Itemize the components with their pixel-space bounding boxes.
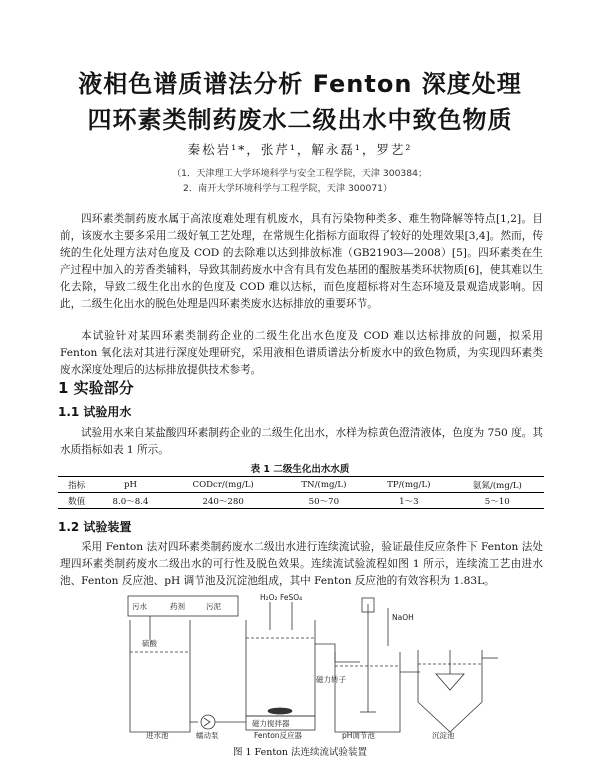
apparatus-paragraph: 采用 Fenton 法对四环素类制药废水二级出水进行连续流试验，验证最佳反应条件下 Fenton 法处理四环素类制药废水二级出水的可行性及脱色效果。连续流试验流程如图 1 所示，连续流工艺由进水池、Fenton 反应池、pH 调节池及沉淀池组成，其中 Fenton 反应池的有效容积为 1.83L。: [60, 541, 543, 588]
table-header-cell: TP/(mg/L): [387, 479, 431, 490]
pump: [201, 715, 215, 729]
inlet-tank: [130, 620, 190, 732]
label-stir-bar: 磁力转子: [316, 675, 346, 684]
intro-paragraph-2: 本试验针对某四环素类制药企业的二级生化出水色度及 COD 难以达标排放的问题，拟采用 Fenton 氧化法对其进行深度处理研究，采用液相色谱质谱法分析废水中的致色物质，为实现四环素类废水深度处理后的达标排放提供技术参考。: [60, 330, 543, 377]
section-heading-1-1: 1.1 试验用水: [58, 405, 132, 419]
label-inlet-tank: 进水池: [146, 731, 169, 740]
table-header-cell: 氨氮/(mg/L): [472, 480, 522, 491]
label-settling-tank: 沉淀池: [432, 731, 455, 740]
label-wastewater: 污水: [132, 602, 147, 611]
ph-adjust-tank: [335, 652, 400, 732]
label-naoh: NaOH: [392, 613, 414, 622]
table-header-cell: 指标: [68, 480, 86, 491]
figure-1-caption: 图 1 Fenton 法连续流试验装置: [232, 747, 368, 758]
table-cell: 50～70: [308, 496, 340, 507]
label-sludge: 污泥: [206, 602, 221, 611]
label-magnetic-stirrer: 磁力搅拌器: [252, 719, 290, 728]
paper-title-line1: 液相色谱质谱法分析 Fenton 深度处理: [78, 70, 522, 98]
table-cell: 5～10: [484, 496, 510, 507]
paper-title-line2: 四环素类制药废水二级出水中致色物质: [87, 106, 513, 134]
table-cell: 数值: [68, 496, 86, 507]
table-header-cell: CODcr/(mg/L): [192, 479, 254, 490]
table-cell: 240～280: [202, 496, 244, 507]
intro-paragraph-1: 四环素类制药废水属于高浓度难处理有机废水，具有污染物种类多、难生物降解等特点[1,2]。目前，该废水主要多采用二级好氧工艺处理，在常规生化指标方面取得了较好的处理效果[3,4]。然而，传统的生化处理方法对色度及 COD 的去除难以达到排放标准（GB21903—2008）[5]。四环素类在生产过程中加入的芳香类辅料，导致其制药废水中含有具有发色基团的醌胺基类环状物质[6]，使其难以生化去除，导致二级生化出水的色度及 COD 难以达标，而色度超标将对生态环境及景观造成影响。因此，二级生化出水的脱色处理是四环素类废水达标排放的重要环节。: [60, 213, 543, 311]
label-fenton-reactor: Fenton反应器: [254, 731, 303, 740]
water-source-paragraph: 试验用水来自某盐酸四环素制药企业的二级生化出水，水样为棕黄色澄清液体，色度为 750 度。其水质指标如表 1 所示。: [60, 427, 543, 457]
affiliation-1: （1．天津理工大学环境科学与安全工程学院，天津 300384；: [172, 168, 428, 179]
section-heading-1-2: 1.2 试验装置: [58, 520, 132, 534]
label-sulfuric-acid: 硫酸: [142, 639, 157, 648]
table-header-cell: pH: [123, 479, 137, 490]
label-h2o2-feso4: H₂O₂ FeSO₄: [260, 593, 303, 602]
table-row: [58, 493, 544, 509]
label-reagent: 药剂: [170, 602, 185, 611]
section-heading-1: 1 实验部分: [58, 379, 134, 397]
fenton-reactor: [246, 620, 315, 716]
table-cell: 8.0～8.4: [112, 496, 149, 507]
label-pump: 蠕动泵: [196, 731, 219, 740]
author-list: 秦松岩¹*，张芹¹，解永磊¹，罗艺²: [187, 142, 413, 157]
table-1-caption: 表 1 二级生化出水水质: [250, 464, 350, 475]
label-ph-tank: pH调节池: [342, 731, 375, 740]
affiliation-2: 2．南开大学环境科学与工程学院，天津 300071）: [183, 183, 393, 194]
table-header-cell: TN/(mg/L): [301, 479, 347, 490]
table-header-row: [58, 477, 544, 493]
figure-1-apparatus-diagram: [120, 590, 505, 740]
table-cell: 1～3: [399, 496, 419, 507]
water-quality-table: [58, 476, 544, 509]
